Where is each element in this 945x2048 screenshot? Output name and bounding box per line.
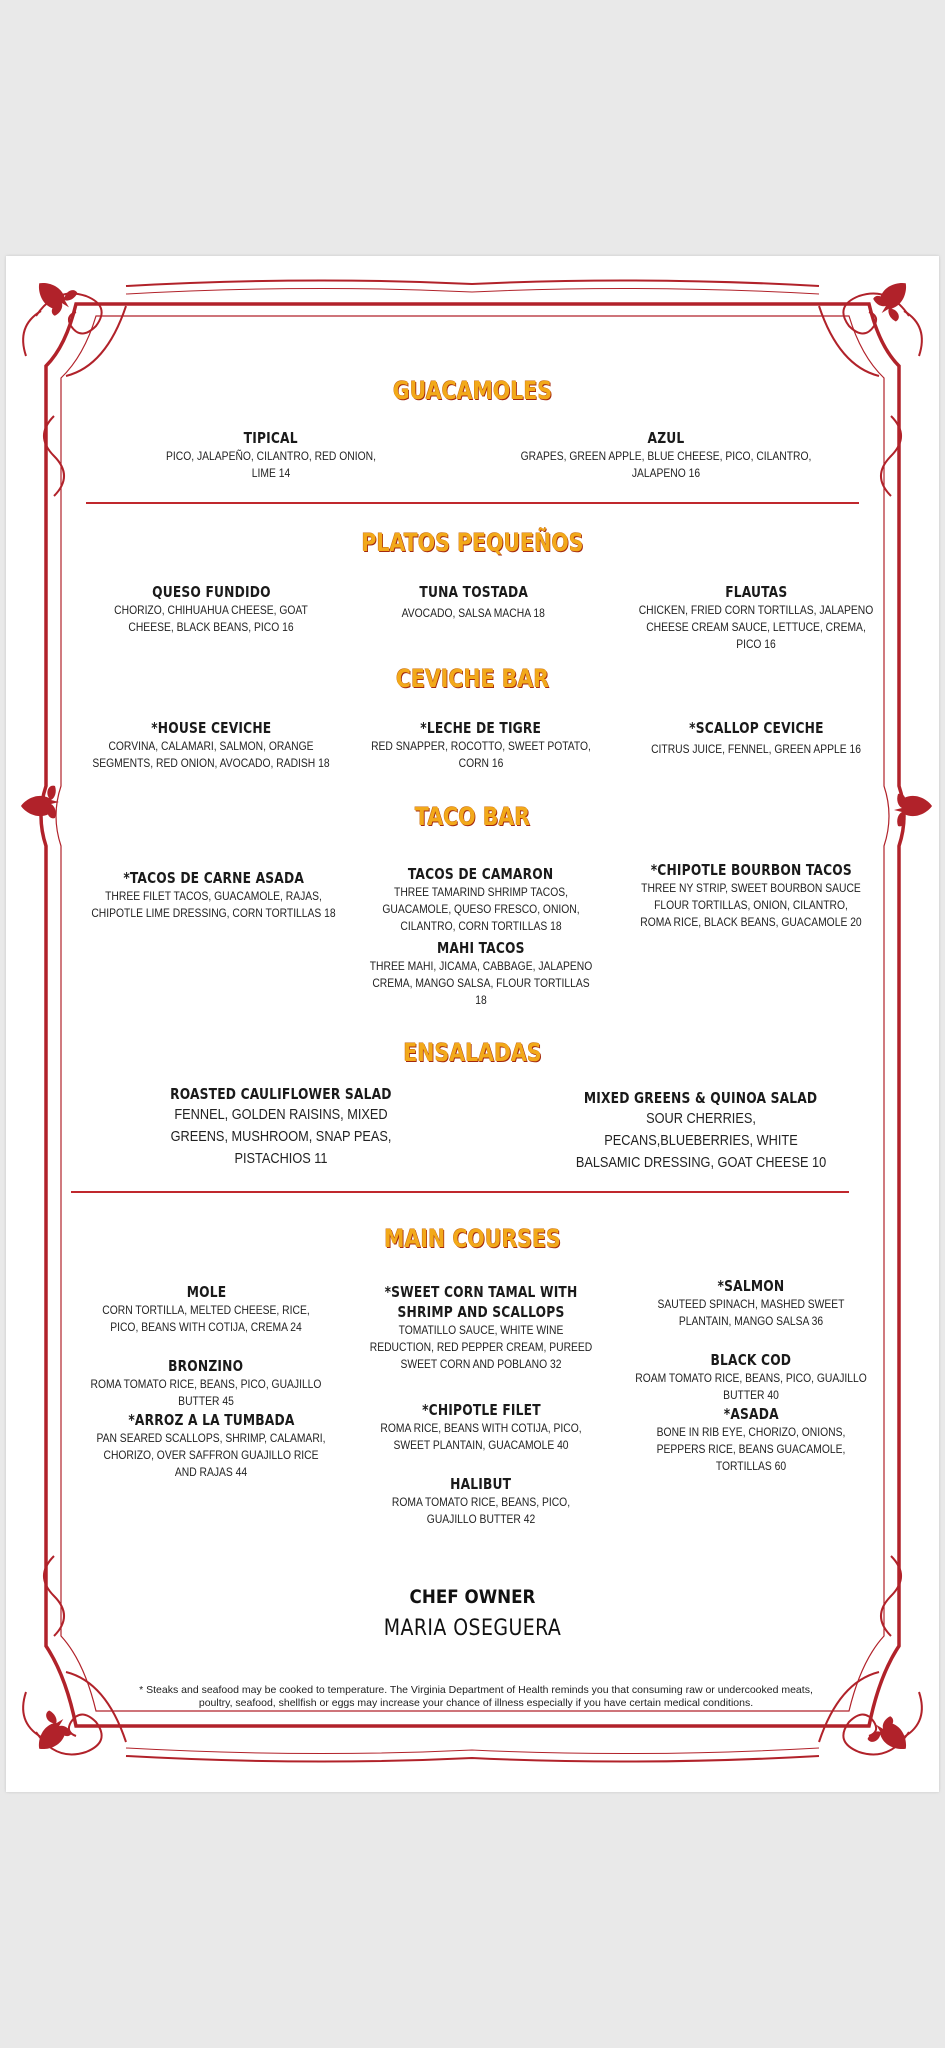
menu-item <box>351 718 611 772</box>
menu-item <box>71 1282 341 1336</box>
health-disclaimer: * Steaks and seafood may be cooked to temperature. The Virginia Department of Health reminds you that consuming raw or undercooked meats, poultry, seafood, shellfish or eggs may increase your chance of illness especially if you have certain medical conditions. <box>139 1684 813 1709</box>
item-description: ROMA TOMATO RICE, BEANS, PICO, GUAJILLO BUTTER 45 <box>90 1377 322 1408</box>
item-description: CORVINA, CALAMARI, SALMON, ORANGE SEGMENTS, RED ONION, AVOCADO, RADISH 18 <box>92 739 330 770</box>
item-description: CHORIZO, CHIHUAHUA CHEESE, GOAT CHEESE, BLACK BEANS, PICO 16 <box>114 603 308 634</box>
item-name: FLAUTAS <box>724 583 788 601</box>
chef-title: CHEF OWNER <box>409 1586 536 1608</box>
item-name: *ARROZ A LA TUMBADA <box>127 1411 295 1429</box>
item-name: *HOUSE CEVICHE <box>150 719 272 737</box>
menu-item <box>551 1088 851 1174</box>
item-description: THREE NY STRIP, SWEET BOURBON SAUCE FLOUR TORTILLAS, ONION, CILANTRO, ROMA RICE, BLACK BEANS, GUACAMOLE 20 <box>640 881 862 929</box>
menu-item <box>626 1404 876 1475</box>
menu-item <box>486 428 846 482</box>
menu-item <box>71 718 351 772</box>
item-name: *SALMON <box>717 1277 785 1295</box>
section-title-ensaladas: ENSALADAS <box>403 1038 542 1067</box>
fleur-de-lis-icon <box>21 269 932 1763</box>
section-title-ceviche-bar: CEVICHE BAR <box>395 664 550 693</box>
item-description: CHICKEN, FRIED CORN TORTILLAS, JALAPENO CHEESE CREAM SAUCE, LETTUCE, CREMA, PICO 16 <box>638 603 874 651</box>
item-name: HALIBUT <box>450 1475 512 1493</box>
item-name: BLACK COD <box>710 1351 792 1369</box>
menu-item <box>621 718 891 758</box>
section-title-main-courses: MAIN COURSES <box>384 1224 561 1253</box>
item-description: SAUTEED SPINACH, MASHED SWEET PLANTAIN, MANGO SALSA 36 <box>657 1297 845 1328</box>
item-description: RED SNAPPER, ROCOTTO, SWEET POTATO, CORN 16 <box>371 739 591 770</box>
menu-item <box>611 1350 891 1404</box>
item-description: FENNEL, GOLDEN RAISINS, MIXED GREENS, MUSHROOM, SNAP PEAS, PISTACHIOS 11 <box>170 1106 392 1167</box>
item-description: THREE FILET TACOS, GUACAMOLE, RAJAS, CHIPOTLE LIME DRESSING, CORN TORTILLAS 18 <box>91 889 336 920</box>
item-description: SOUR CHERRIES, PECANS,BLUEBERRIES, WHITE BALSAMIC DRESSING, GOAT CHEESE 10 <box>575 1110 827 1171</box>
item-name: MIXED GREENS & QUINOA SALAD <box>584 1089 818 1107</box>
menu-item <box>76 1410 346 1481</box>
menu-item <box>71 868 356 922</box>
item-name: *TACOS DE CARNE ASADA <box>123 869 304 887</box>
menu-item <box>351 938 611 1009</box>
item-description: ROAM TOMATO RICE, BEANS, PICO, GUAJILLO BUTTER 40 <box>635 1371 867 1402</box>
menu-page <box>6 256 939 1792</box>
item-description: CITRUS JUICE, FENNEL, GREEN APPLE 16 <box>651 742 861 756</box>
item-name: *CHIPOTLE FILET <box>421 1401 541 1419</box>
item-description: AVOCADO, SALSA MACHA 18 <box>401 606 546 620</box>
section-title-platos-pequenos: PLATOS PEQUEÑOS <box>361 528 584 557</box>
section-divider <box>86 502 859 504</box>
menu-item <box>136 428 406 482</box>
item-name: *CHIPOTLE BOURBON TACOS <box>650 861 852 879</box>
menu-item <box>621 860 881 931</box>
menu-item <box>141 1084 421 1170</box>
item-name: TIPICAL <box>243 429 299 447</box>
item-description: PICO, JALAPEÑO, CILANTRO, RED ONION, LIME 14 <box>166 449 376 480</box>
chef-name: MARIA OSEGUERA <box>383 1616 562 1641</box>
item-name: TACOS DE CAMARON <box>408 865 554 883</box>
menu-item <box>76 582 346 636</box>
menu-item <box>351 1474 611 1528</box>
item-description: ROMA TOMATO RICE, BEANS, PICO, GUAJILLO BUTTER 42 <box>391 1495 571 1526</box>
item-name: *LECHE DE TIGRE <box>420 719 542 737</box>
menu-item <box>346 864 616 935</box>
menu-item <box>351 582 596 622</box>
item-description: THREE MAHI, JICAMA, CABBAGE, JALAPENO CREMA, MANGO SALSA, FLOUR TORTILLAS 18 <box>369 959 593 1007</box>
item-name: MAHI TACOS <box>437 939 525 957</box>
item-description: TOMATILLO SAUCE, WHITE WINE REDUCTION, RED PEPPER CREAM, PUREED SWEET CORN AND POBLANO 32 <box>369 1323 593 1371</box>
item-name: QUESO FUNDIDO <box>151 583 271 601</box>
item-name: BRONZINO <box>168 1357 244 1375</box>
item-name: *ASADA <box>723 1405 779 1423</box>
menu-item <box>351 1282 611 1373</box>
item-name: *SWEET CORN TAMAL WITH SHRIMP AND SCALLOPS <box>384 1283 578 1321</box>
ornate-frame <box>6 256 939 1792</box>
item-description: CORN TORTILLA, MELTED CHEESE, RICE, PICO, BEANS WITH COTIJA, CREMA 24 <box>102 1303 310 1334</box>
item-name: TUNA TOSTADA <box>419 583 528 601</box>
section-title-guacamoles: GUACAMOLES <box>392 376 553 405</box>
menu-item <box>356 1400 606 1454</box>
item-name: *SCALLOP CEVICHE <box>688 719 824 737</box>
section-divider <box>71 1191 849 1193</box>
item-name: MOLE <box>186 1283 226 1301</box>
menu-item <box>616 1276 886 1330</box>
item-description: GRAPES, GREEN APPLE, BLUE CHEESE, PICO, CILANTRO, JALAPENO 16 <box>520 449 812 480</box>
item-description: PAN SEARED SCALLOPS, SHRIMP, CALAMARI, CHORIZO, OVER SAFFRON GUAJILLO RICE AND RAJAS 44 <box>96 1431 326 1479</box>
menu-item <box>616 582 896 653</box>
menu-item <box>61 1356 351 1410</box>
item-name: AZUL <box>647 429 685 447</box>
section-title-taco-bar: TACO BAR <box>414 802 531 831</box>
item-name: ROASTED CAULIFLOWER SALAD <box>170 1085 392 1103</box>
item-description: THREE TAMARIND SHRIMP TACOS, GUACAMOLE, QUESO FRESCO, ONION, CILANTRO, CORN TORTILLAS 18 <box>382 885 580 933</box>
item-description: ROMA RICE, BEANS WITH COTIJA, PICO, SWEET PLANTAIN, GUACAMOLE 40 <box>380 1421 582 1452</box>
item-description: BONE IN RIB EYE, CHORIZO, ONIONS, PEPPERS RICE, BEANS GUACAMOLE, TORTILLAS 60 <box>656 1425 846 1473</box>
